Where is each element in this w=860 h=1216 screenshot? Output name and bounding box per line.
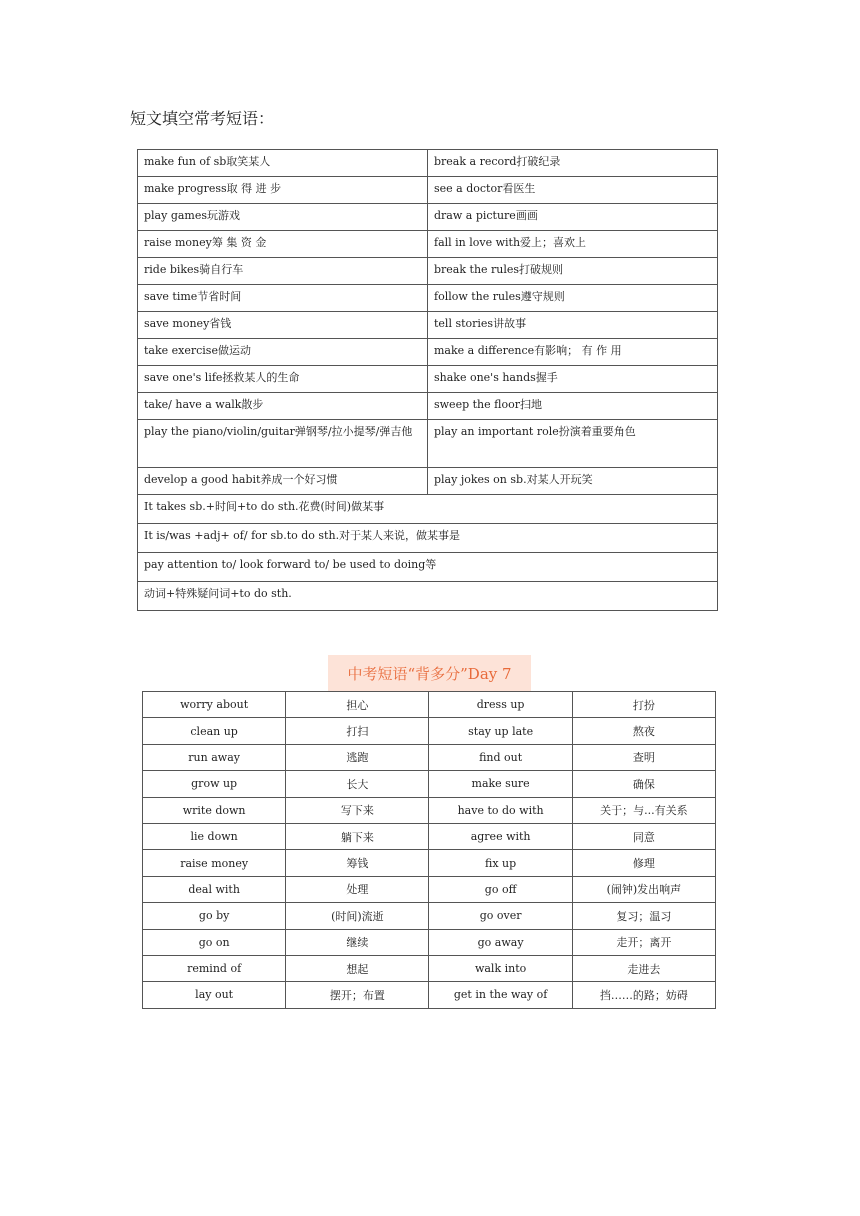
english-phrase-cell: raise money	[143, 850, 286, 876]
phrase-cell: save time节省时间	[138, 285, 428, 312]
phrase-cell: take/ have a walk散步	[138, 393, 428, 420]
english-phrase-cell: get in the way of	[429, 982, 572, 1008]
english-phrase-cell: agree with	[429, 823, 572, 849]
chinese-meaning-cell: 确保	[572, 771, 715, 797]
phrase-cell: break the rules打破规则	[428, 258, 718, 285]
chinese-meaning-cell: 想起	[286, 955, 429, 981]
table-row	[143, 744, 716, 770]
table-row	[138, 553, 718, 582]
table-row	[138, 231, 718, 258]
phrase-cell: raise money筹 集 资 金	[138, 231, 428, 258]
english-phrase-cell: clean up	[143, 718, 286, 744]
table-row	[143, 692, 716, 718]
english-phrase-cell: fix up	[429, 850, 572, 876]
table-row	[143, 797, 716, 823]
chinese-meaning-cell: 修理	[572, 850, 715, 876]
table-row	[138, 582, 718, 611]
chinese-meaning-cell: 同意	[572, 823, 715, 849]
chinese-meaning-cell: 逃跑	[286, 744, 429, 770]
phrase-cell: develop a good habit养成一个好习惯	[138, 468, 428, 495]
table-row	[143, 876, 716, 902]
table-row	[143, 955, 716, 981]
phrase-cell: save money省钱	[138, 312, 428, 339]
table-row	[138, 393, 718, 420]
chinese-meaning-cell: 担心	[286, 692, 429, 718]
phrase-cell: save one's life拯救某人的生命	[138, 366, 428, 393]
table-row	[138, 177, 718, 204]
chinese-meaning-cell: 继续	[286, 929, 429, 955]
phrase-cell: make fun of sb取笑某人	[138, 150, 428, 177]
table-row	[138, 468, 718, 495]
day-title-badge: 中考短语“背多分”Day 7	[328, 655, 531, 691]
table-row	[138, 258, 718, 285]
chinese-meaning-cell: 筹钱	[286, 850, 429, 876]
table-row	[138, 312, 718, 339]
chinese-meaning-cell: (时间)流逝	[286, 903, 429, 929]
chinese-meaning-cell: 走开；离开	[572, 929, 715, 955]
table-row	[138, 150, 718, 177]
table-row	[138, 495, 718, 524]
english-phrase-cell: run away	[143, 744, 286, 770]
chinese-meaning-cell: 打扮	[572, 692, 715, 718]
english-phrase-cell: walk into	[429, 955, 572, 981]
table-row	[138, 366, 718, 393]
table-row	[138, 339, 718, 366]
chinese-meaning-cell: 熬夜	[572, 718, 715, 744]
english-phrase-cell: go by	[143, 903, 286, 929]
english-phrase-cell: stay up late	[429, 718, 572, 744]
english-phrase-cell: lay out	[143, 982, 286, 1008]
chinese-meaning-cell: 走进去	[572, 955, 715, 981]
phrase-table	[137, 149, 718, 611]
chinese-meaning-cell: 复习；温习	[572, 903, 715, 929]
english-phrase-cell: have to do with	[429, 797, 572, 823]
chinese-meaning-cell: 躺下来	[286, 823, 429, 849]
phrase-cell: follow the rules遵守规则	[428, 285, 718, 312]
phrase-cell-wide: It takes sb.+时间+to do sth.花费(时间)做某事	[138, 495, 718, 524]
phrase-cell: play an important role扮演着重要角色	[428, 420, 718, 468]
phrase-cell: tell stories讲故事	[428, 312, 718, 339]
phrase-cell: break a record打破纪录	[428, 150, 718, 177]
english-phrase-cell: deal with	[143, 876, 286, 902]
phrase-cell: sweep the floor扫地	[428, 393, 718, 420]
english-phrase-cell: go over	[429, 903, 572, 929]
phrase-cell: fall in love with爱上；喜欢上	[428, 231, 718, 258]
chinese-meaning-cell: 挡……的路；妨碍	[572, 982, 715, 1008]
english-phrase-cell: go away	[429, 929, 572, 955]
english-phrase-cell: find out	[429, 744, 572, 770]
table-row	[143, 850, 716, 876]
phrase-cell-wide: 动词+特殊疑问词+to do sth.	[138, 582, 718, 611]
phrase-cell: play the piano/violin/guitar弹钢琴/拉小提琴/弹吉他	[138, 420, 428, 468]
table-row	[143, 982, 716, 1008]
chinese-meaning-cell: 查明	[572, 744, 715, 770]
phrase-cell-wide: pay attention to/ look forward to/ be used to doing等	[138, 553, 718, 582]
chinese-meaning-cell: (闹钟)发出响声	[572, 876, 715, 902]
phrase-cell: draw a picture画画	[428, 204, 718, 231]
english-phrase-cell: write down	[143, 797, 286, 823]
chinese-meaning-cell: 摆开；布置	[286, 982, 429, 1008]
chinese-meaning-cell: 关于；与...有关系	[572, 797, 715, 823]
table-row	[138, 285, 718, 312]
english-phrase-cell: remind of	[143, 955, 286, 981]
phrase-cell: ride bikes骑自行车	[138, 258, 428, 285]
phrase-cell-wide: It is/was +adj+ of/ for sb.to do sth.对于某人来说，做某事是	[138, 524, 718, 553]
english-phrase-cell: dress up	[429, 692, 572, 718]
phrase-cell: shake one's hands握手	[428, 366, 718, 393]
chinese-meaning-cell: 长大	[286, 771, 429, 797]
page-heading: 短文填空常考短语：	[130, 109, 275, 128]
english-phrase-cell: go on	[143, 929, 286, 955]
english-phrase-cell: worry about	[143, 692, 286, 718]
phrase-cell: play games玩游戏	[138, 204, 428, 231]
table-row	[143, 718, 716, 744]
table-row	[143, 929, 716, 955]
table-row	[143, 771, 716, 797]
vocab-table	[142, 691, 716, 1009]
table-row	[138, 524, 718, 553]
chinese-meaning-cell: 打扫	[286, 718, 429, 744]
english-phrase-cell: make sure	[429, 771, 572, 797]
phrase-cell: see a doctor看医生	[428, 177, 718, 204]
table-row	[138, 420, 718, 468]
chinese-meaning-cell: 写下来	[286, 797, 429, 823]
table-row	[138, 204, 718, 231]
phrase-cell: make progress取 得 进 步	[138, 177, 428, 204]
phrase-cell: make a difference有影响； 有 作 用	[428, 339, 718, 366]
english-phrase-cell: lie down	[143, 823, 286, 849]
table-row	[143, 903, 716, 929]
table-row	[143, 823, 716, 849]
english-phrase-cell: go off	[429, 876, 572, 902]
english-phrase-cell: grow up	[143, 771, 286, 797]
chinese-meaning-cell: 处理	[286, 876, 429, 902]
phrase-cell: play jokes on sb.对某人开玩笑	[428, 468, 718, 495]
phrase-cell: take exercise做运动	[138, 339, 428, 366]
